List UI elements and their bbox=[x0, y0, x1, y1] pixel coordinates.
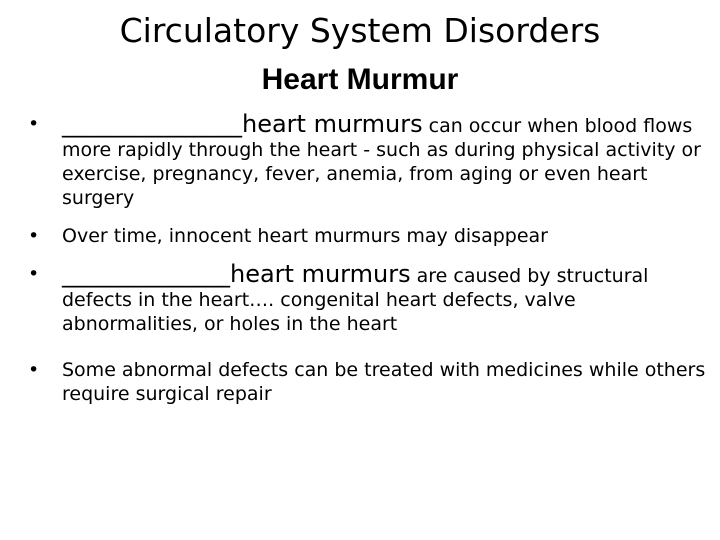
bullet-icon: • bbox=[28, 225, 40, 247]
slide-subtitle: Heart Murmur bbox=[261, 63, 459, 96]
bullet-item-3 bbox=[28, 262, 708, 336]
bullet-text: are caused by structural defects in the heart…. congenital heart defects, valve abnormalities, or holes in the heart bbox=[62, 265, 649, 335]
fill-in-blank: _______________ bbox=[62, 110, 242, 138]
bullet-item-1 bbox=[28, 112, 708, 210]
bullet-item-2 bbox=[28, 224, 708, 248]
bullet-list bbox=[28, 112, 708, 420]
bullet-item-4 bbox=[28, 358, 708, 406]
bullet-icon: • bbox=[28, 359, 40, 381]
bullet-text: Over time, innocent heart murmurs may disappear bbox=[62, 225, 548, 247]
bullet-lead-text: heart murmurs bbox=[242, 110, 423, 138]
fill-in-blank: ______________ bbox=[62, 260, 230, 288]
slide-title: Circulatory System Disorders bbox=[119, 11, 601, 50]
bullet-icon: • bbox=[28, 113, 40, 135]
bullet-lead-text: heart murmurs bbox=[230, 260, 411, 288]
bullet-text: can occur when blood flows more rapidly through the heart - such as during physical activity or exercise, pregnancy, fever, anemia, from aging or even heart surgery bbox=[62, 115, 701, 209]
bullet-icon: • bbox=[28, 263, 40, 285]
bullet-text: Some abnormal defects can be treated with medicines while others require surgical repair bbox=[62, 359, 706, 405]
